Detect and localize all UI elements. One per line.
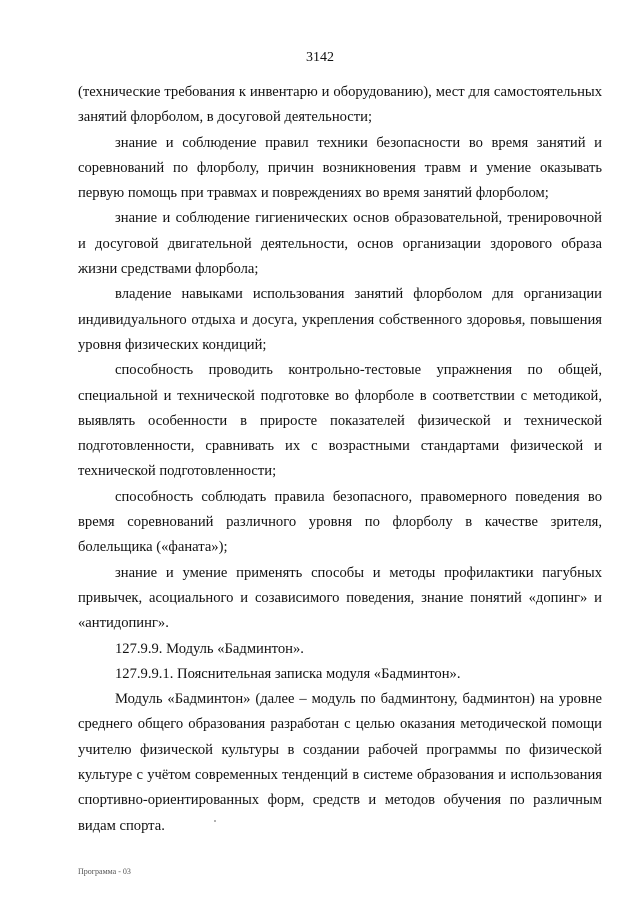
paragraph: Модуль «Бадминтон» (далее – модуль по бадминтону, бадминтон) на уровне среднего общего образования разработан с целью оказания методической помощи учителю физической культуры в создании рабочей программы по физической культуре с учётом современных тенденций в системе образования и использования спортивно-ориентированных форм, средств и методов обучения по различным видам спорта. — [78, 691, 602, 834]
scan-artifact — [214, 820, 216, 822]
paragraph: знание и соблюдение гигиенических основ образовательной, тренировочной и досуговой двигательной деятельности, основ организации здорового образа жизни средствами флорбола; — [78, 210, 602, 278]
paragraph: способность соблюдать правила безопасного, правомерного поведения во время соревнований различного уровня по флорболу в качестве зрителя, болельщика («фаната»); — [78, 488, 602, 556]
paragraph: владение навыками использования занятий флорболом для организации индивидуального отдыха и досуга, укрепления собственного здоровья, повышения уровня физических кондиций; — [78, 286, 602, 353]
paragraph: способность проводить контрольно-тестовые упражнения по общей, специальной и технической подготовке во флорболе в соответствии с методикой, выявлять особенности в приросте показателей физической и технической подготовленности, сравнивать их с возрастными стандартами физической и технической подготовленности; — [78, 362, 602, 480]
page-number: 3142 — [306, 50, 334, 65]
document-body — [78, 80, 602, 839]
subsection-heading: 127.9.9.1. Пояснительная записка модуля «Бадминтон». — [115, 665, 461, 682]
paragraph: (технические требования к инвентарю и оборудованию), мест для самостоятельных занятий флорболом, в досуговой деятельности; — [78, 84, 602, 126]
paragraph: знание и умение применять способы и методы профилактики пагубных привычек, асоциального и созависимого поведения, знание понятий «допинг» и «антидопинг». — [78, 564, 602, 632]
paragraph: знание и соблюдение правил техники безопасности во время занятий и соревнований по флорболу, причин возникновения травм и умение оказывать первую помощь при травмах и повреждениях во время занятий флорболом; — [78, 134, 602, 202]
section-heading: 127.9.9. Модуль «Бадминтон». — [115, 640, 304, 657]
page-footer: Программа - 03 — [78, 867, 131, 876]
